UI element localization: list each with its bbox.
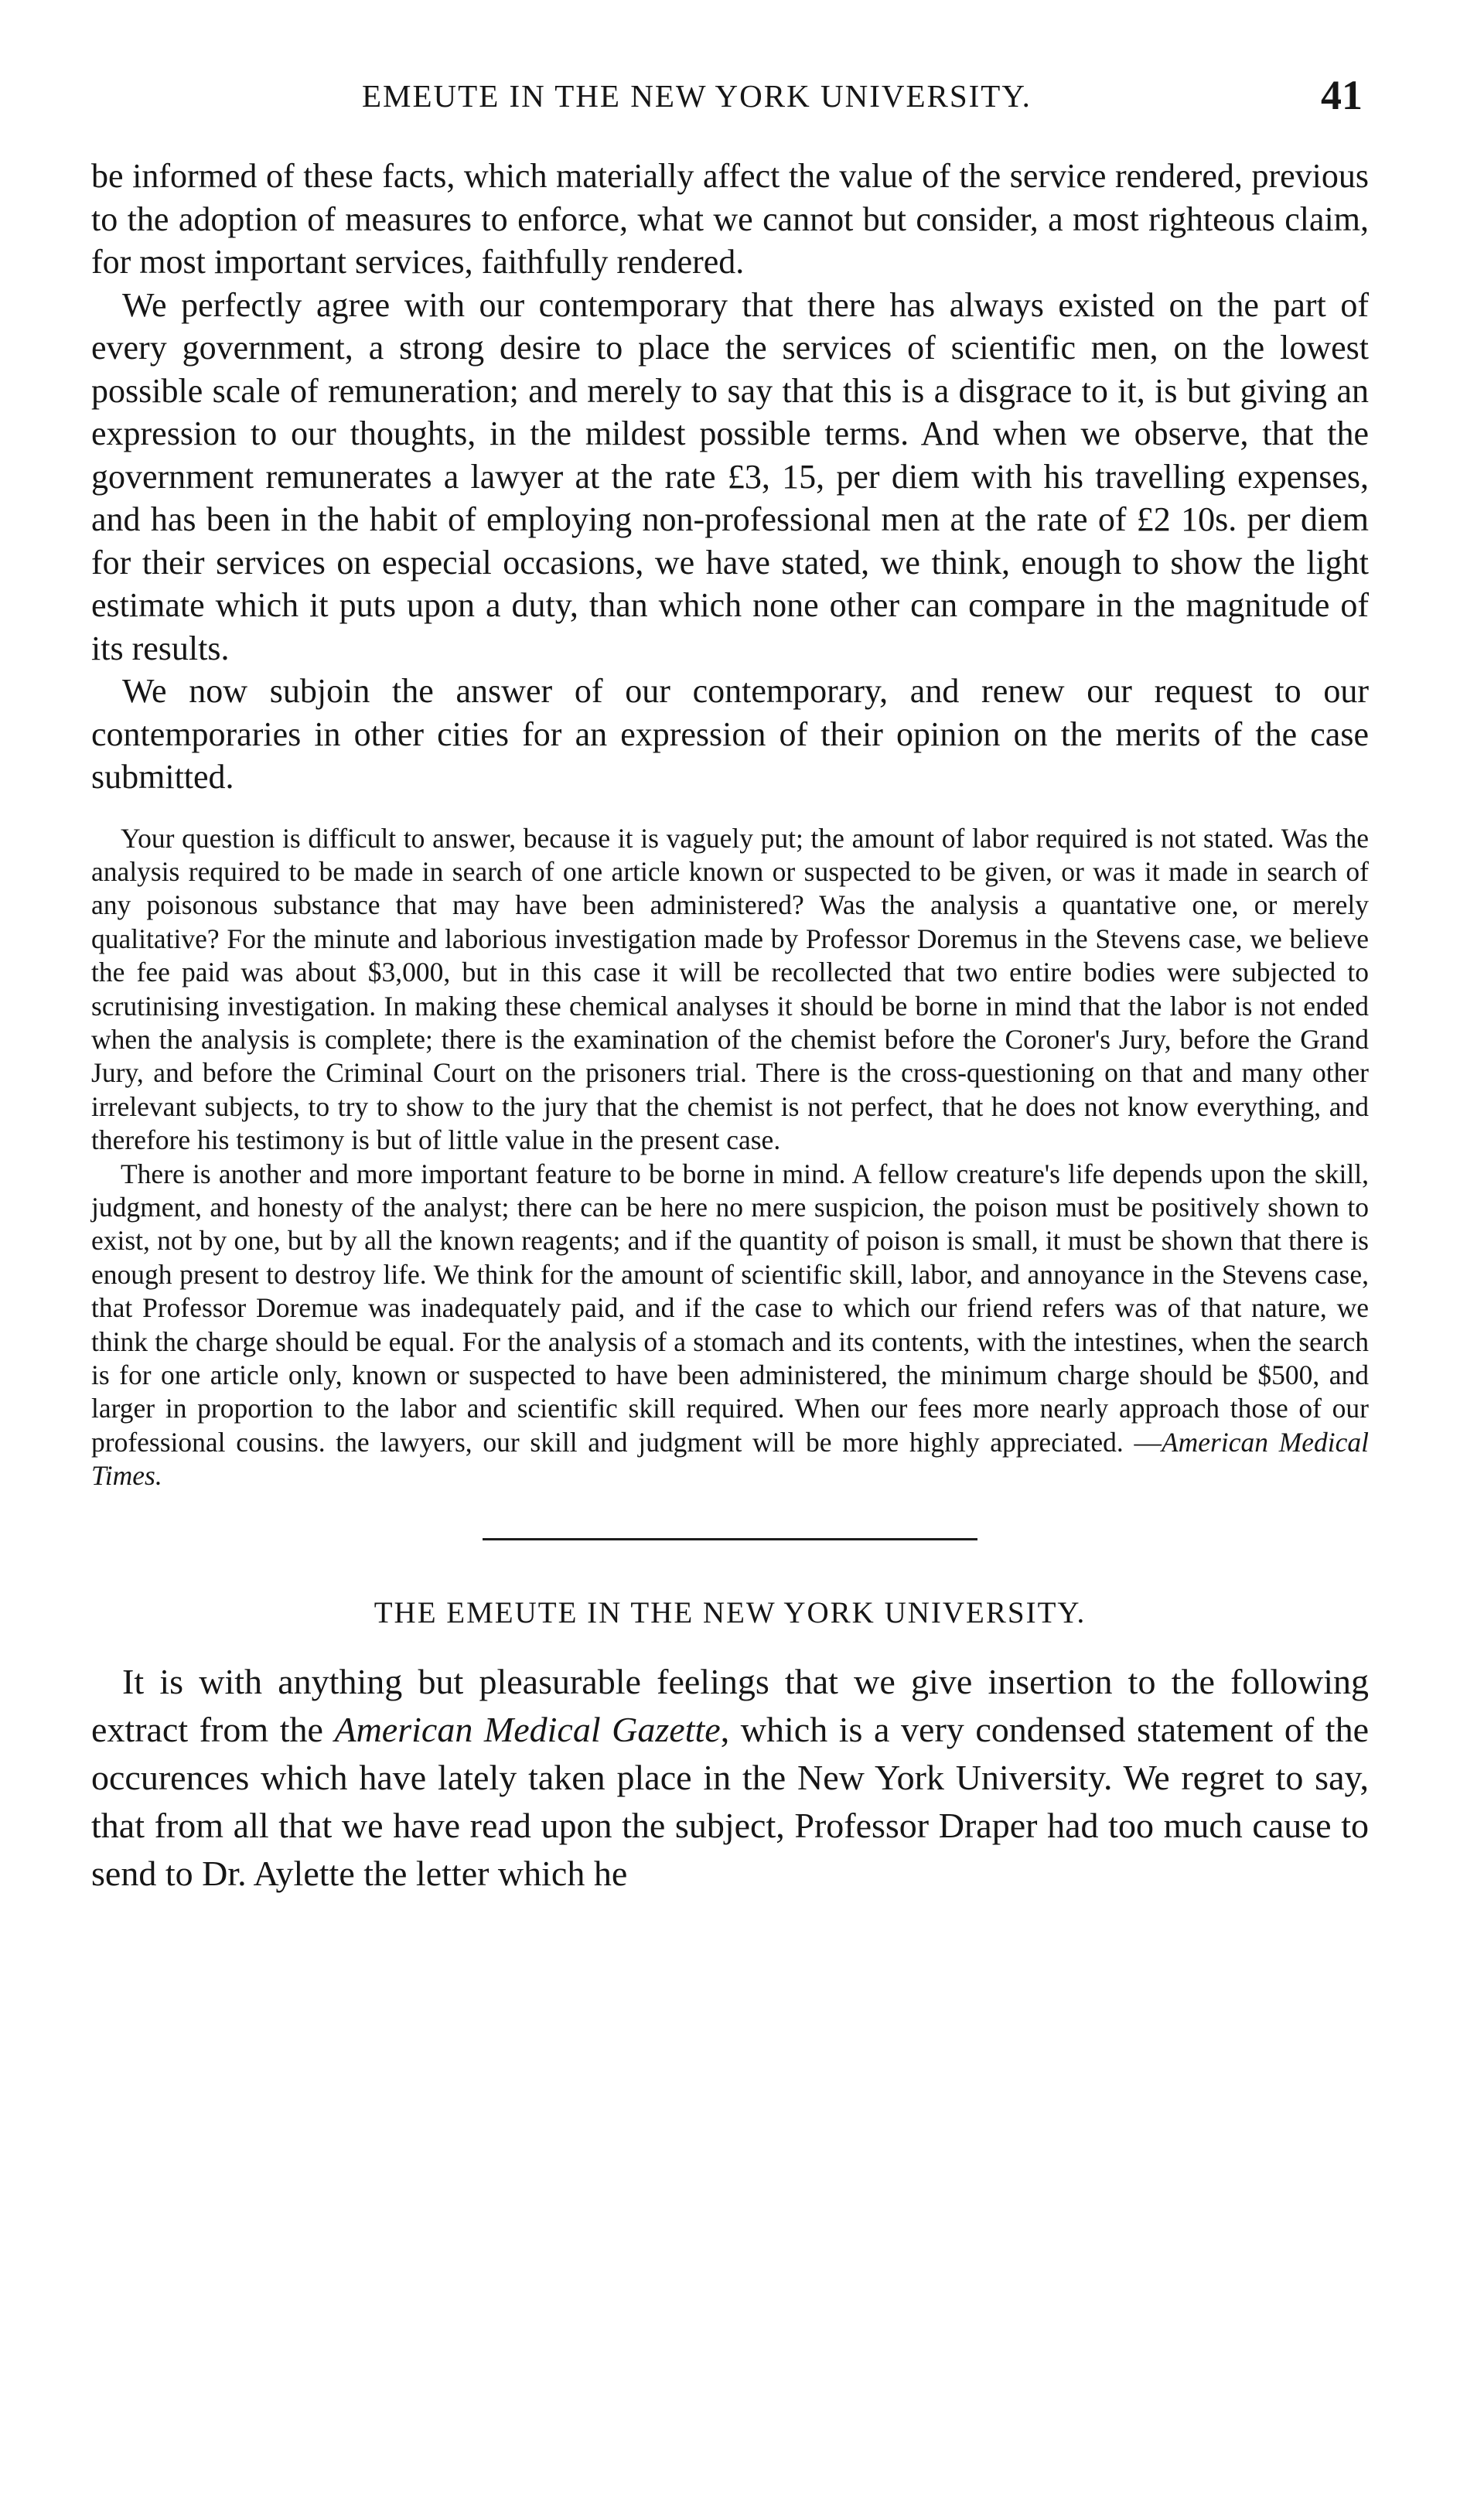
section-divider [483,1538,977,1540]
running-head [91,71,1369,118]
section-paragraph [91,1658,1369,1898]
contemporary-answer-paragraph: We now subjoin the answer of our contemporary, and renew our request to our contemporaries in other cities for an expression of their opinion on the merits of the case submitted. [91,672,1369,796]
quote-paragraph-2-text: There is another and more important feature to be borne in mind. A fellow creature's life depends upon the skill, judgment, and honesty of the analyst; there can be here no mere suspicion, the poison must be positively shown to exist, not by one, but by all the known reagents; and if the quantity of poison is small, it must be shown that there is enough present to destroy life. We think for the amount of scientific skill, labor, and annoyance in the Stevens case, that Professor Doremue was inadequately paid, and if the case to which our friend refers was of that nature, we think the charge should be equal. For the analysis of a stomach and its contents, with the intestines, when the search is for one article only, known or suspected to have been administered, the minimum charge should be $500, and larger in proportion to the labor and scientific skill required. When our fees more nearly approach those of our professional cousins. the lawyers, our skill and judgment will be more highly appreciated. — [91,1158,1369,1458]
section-heading: THE EMEUTE IN THE NEW YORK UNIVERSITY. [374,1595,1087,1629]
running-title: EMEUTE IN THE NEW YORK UNIVERSITY. [362,78,1032,114]
quote-paragraph-1: Your question is difficult to answer, because it is vaguely put; the amount of labor required is not stated. Was the analysis required to be made in search of one article known or suspected to be given, or was it made in search of any poisonous substance that may have been administered? Was the analysis a quantative one, or merely qualitative? For the minute and laborious investigation made by Professor Doremus in the Stevens case, we believe the fee paid was about $3,000, but in this case it will be recollected that two entire bodies were subjected to scrutinising investigation. In making these chemical analyses it should be borne in mind that the labor is not ended when the analysis is complete; there is the examination of the chemist before the Coroner's Jury, before the Grand Jury, and before the Criminal Court on the prisoners trial. There is the cross-questioning on that and many other irrelevant subjects, to try to show to the jury that the chemist is not perfect, that he does not know everything, and therefore his testimony is but of little value in the present case. [91,822,1369,1156]
government-remuneration-paragraph: We perfectly agree with our contemporary that there has always existed on the part of every government, a strong desire to place the services of scientific men, on the lowest possible scale of remuneration; and merely to say that this is a disgrace to it, is but giving an expression to our thoughts, in the mildest possible terms. And when we observe, that the government remunerates a lawyer at the rate £3, 15, per diem with his travelling expenses, and has been in the habit of employing non-professional men at the rate of £2 10s. per diem for their services on especial occasions, we have stated, we think, enough to show the light estimate which it puts upon a duty, than which none other can compare in the magnitude of its results. [91,285,1369,667]
section-body [91,1658,1369,1898]
section-rest-text: , which is a very condensed statement of the occurences which have lately taken place in the New York University. We regret to say, that from all that we have read upon the subject, Professor Draper had too much cause to send to Dr. Aylette the letter which he [91,1709,1370,1893]
continued-paragraph: be informed of these facts, which materially affect the value of the service rendered, previous to the adoption of measures to enforce, what we cannot but consider, a most righteous claim, for most important services, faithfully rendered. [91,157,1369,281]
journal-title: American Medical Gazette [334,1709,721,1749]
quote-source: American Medical Times. [91,1426,1370,1492]
quoted-answer [91,822,1369,1493]
page-number: 41 [1321,72,1363,118]
section-intro-text: It is with anything but pleasurable feelings that we give insertion to the following extract from the [91,1661,1369,1749]
article-body [91,155,1369,1898]
quote-paragraph-2 [91,1158,1369,1493]
